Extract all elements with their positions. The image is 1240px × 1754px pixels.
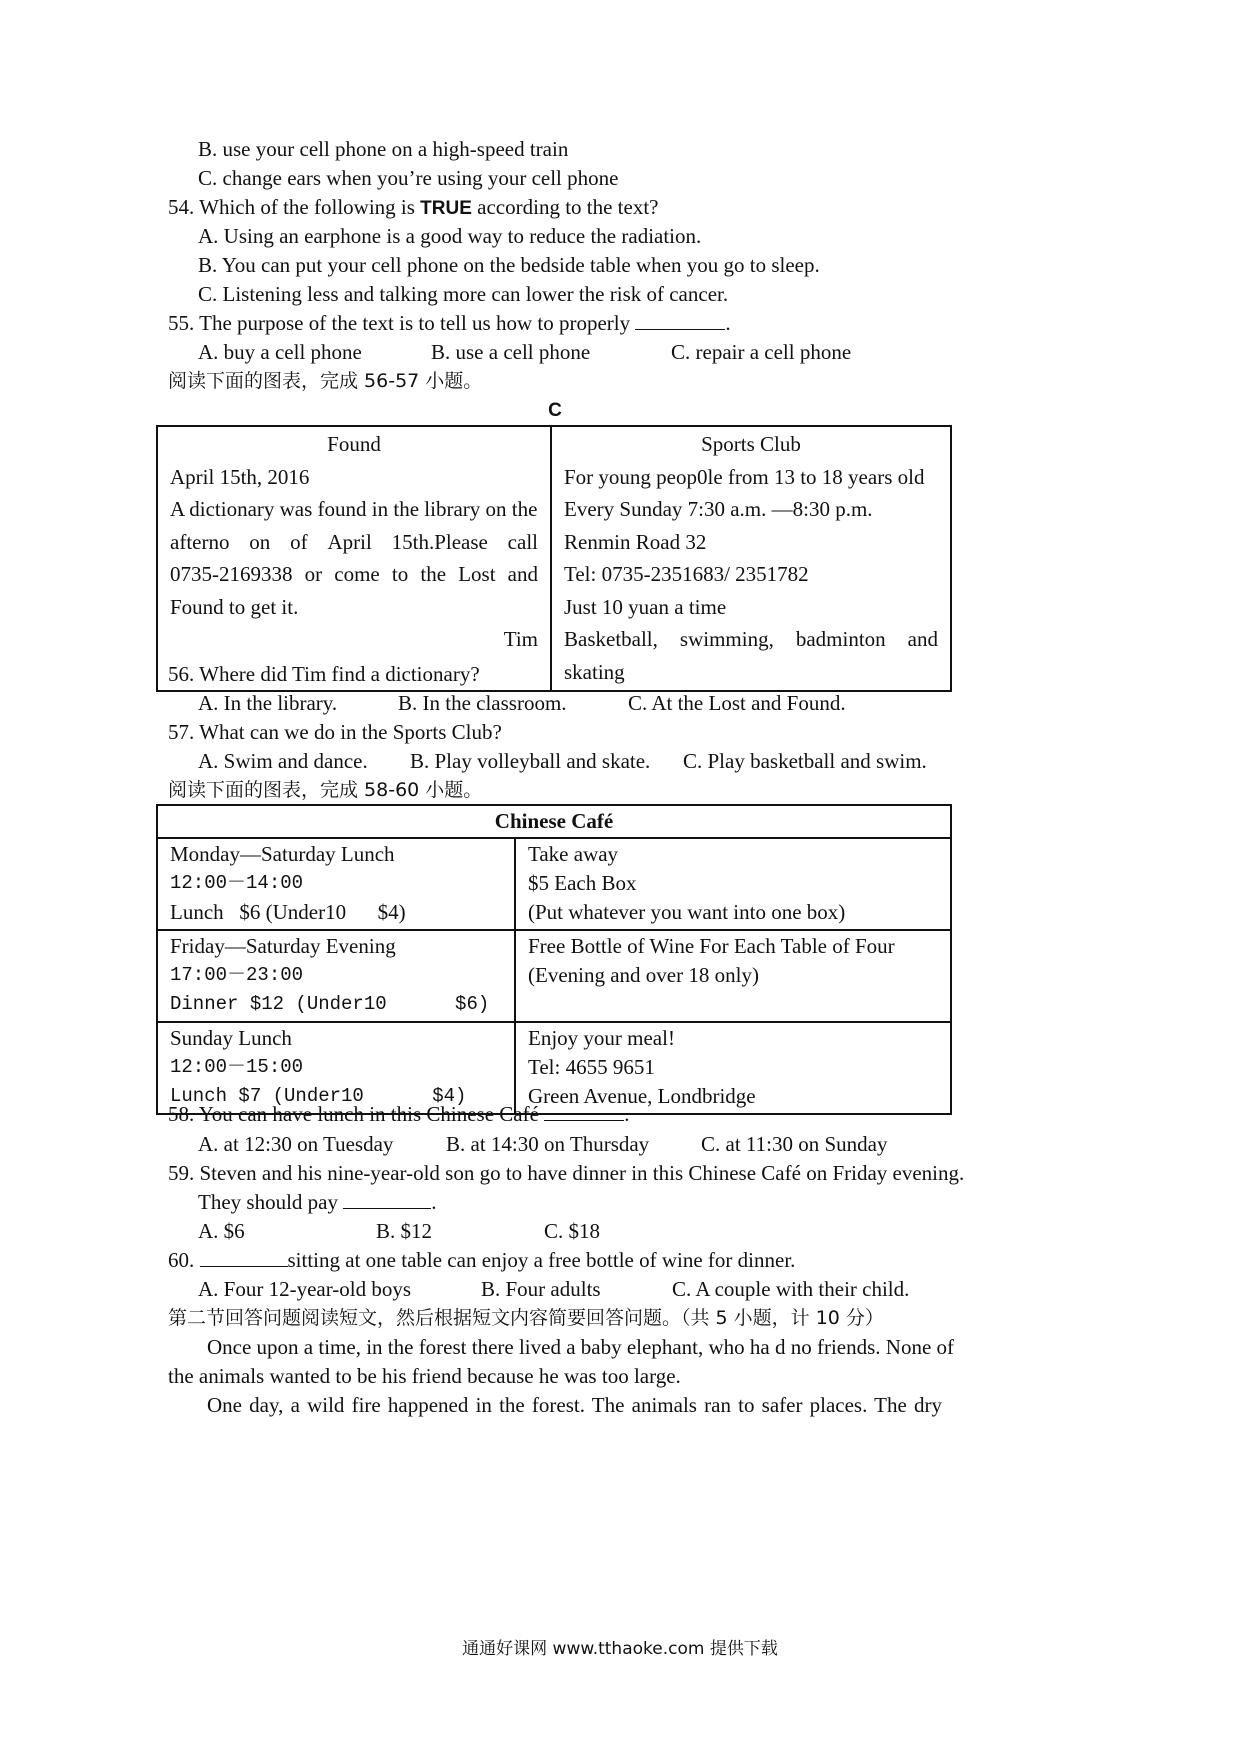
answer-blank [635,311,725,330]
cafe-line: Friday—Saturday Evening [170,934,396,958]
cafe-line: Lunch $6 (Under10 $4) [170,900,406,924]
q59-option-a: A. $6 [198,1219,245,1243]
notice-table [156,425,952,692]
q59-stem: 59. Steven and his nine-year-old son go to have dinner in this Chinese Café on Friday evening. [168,1161,965,1185]
page-footer: 通通好课网 www.tthaoke.com 提供下载 [462,1639,778,1659]
found-line: afterno on of April 15th.Please call [170,529,538,554]
q56-stem: 56. Where did Tim find a dictionary? [168,662,480,686]
sports-club-line: Every Sunday 7:30 a.m. —8:30 p.m. [564,497,873,521]
cafe-line: Tel: 4655 9651 [528,1055,655,1079]
cafe-table [156,804,952,1115]
q54-stem: 54. Which of the following is TRUE according to the text? [168,195,659,219]
found-line: A dictionary was found in the library on the [170,497,538,521]
sports-club-line: Renmin Road 32 [564,529,707,554]
cafe-line: Free Bottle of Wine For Each Table of Four [528,934,895,958]
q60-stem: 60. sitting at one table can enjoy a free bottle of wine for dinner. [168,1248,796,1272]
cafe-take-away [515,838,951,930]
found-line: Found to get it. [170,594,299,619]
q53-option-c: C. change ears when you’re using your cell phone [198,166,619,190]
sports-club-line: skating [564,659,625,684]
cafe-line: Take away [528,842,619,866]
cafe-line: 12:00－14:00 [170,872,304,894]
cafe-weekday-lunch [157,838,515,930]
q56-option-a: A. In the library. [198,691,338,715]
sports-club-line: Tel: 0735-2351683/ 2351782 [564,562,809,586]
q57-option-b: B. Play volleyball and skate. [410,749,651,773]
section-c-label: C [548,400,562,421]
sports-club-line: For young peop0le from 13 to 18 years old [564,464,925,489]
found-notice [157,426,551,691]
q54-option-a: A. Using an earphone is a good way to reduce the radiation. [198,224,702,248]
q58-option-b: B. at 14:30 on Thursday [446,1132,650,1156]
cafe-title: Chinese Café [157,805,951,838]
sports-club-line: Just 10 yuan a time [564,594,727,619]
q55-option-c: C. repair a cell phone [671,340,852,364]
cafe-free-wine [515,930,951,1022]
q56-option-b: B. In the classroom. [398,691,567,715]
instruction-56-57: 阅读下面的图表，完成 56-57 小题。 [168,370,483,392]
found-signature: Tim [503,627,538,651]
q58-option-c: C. at 11:30 on Sunday [701,1132,888,1156]
section-2-heading: 第二节回答问题阅读短文，然后根据短文内容简要回答问题。（共 5 小题，计 10 分） [168,1307,884,1329]
cafe-line: Dinner $12 (Under10 $6) [170,993,490,1015]
q55-option-b: B. use a cell phone [431,340,591,364]
q55-stem: 55. The purpose of the text is to tell us how to properly . [168,311,731,335]
passage-line: the animals wanted to be his friend because he was too large. [168,1364,681,1388]
sports-club-title: Sports Club [701,432,801,456]
cafe-line: Lunch $7 (Under10 $4) [170,1085,467,1107]
cafe-line: (Put whatever you want into one box) [528,900,846,924]
q59-stem-line2: They should pay . [198,1190,437,1214]
cafe-line: 12:00－15:00 [170,1056,304,1078]
q59-option-c: C. $18 [544,1219,601,1243]
q55-option-a: A. buy a cell phone [198,340,362,364]
passage-line: One day, a wild fire happened in the forest. The animals ran to safer places. The dry [207,1393,942,1417]
q59-option-b: B. $12 [376,1219,433,1243]
answer-blank [544,1102,624,1121]
cafe-line: Enjoy your meal! [528,1026,675,1050]
cafe-line: Sunday Lunch [170,1026,292,1050]
q57-stem: 57. What can we do in the Sports Club? [168,720,502,744]
answer-blank [343,1190,431,1209]
cafe-evening-dinner [157,930,515,1022]
q53-option-b: B. use your cell phone on a high-speed train [198,137,569,161]
passage-line: Once upon a time, in the forest there lived a baby elephant, who ha d no friends. None of [207,1335,955,1359]
cafe-line: (Evening and over 18 only) [528,963,759,987]
q54-option-b: B. You can put your cell phone on the bedside table when you go to sleep. [198,253,820,277]
cafe-line: Monday—Saturday Lunch [170,842,395,866]
q60-option-b: B. Four adults [481,1277,601,1301]
q56-option-c: C. At the Lost and Found. [628,691,846,715]
answer-blank [200,1248,288,1267]
sports-club-notice [551,426,951,691]
cafe-line: Green Avenue, Londbridge [528,1084,756,1108]
q54-option-c: C. Listening less and talking more can lower the risk of cancer. [198,282,729,306]
found-line: 0735-2169338 or come to the Lost and [170,562,538,586]
q60-option-a: A. Four 12-year-old boys [198,1277,412,1301]
q57-option-a: A. Swim and dance. [198,749,368,773]
q57-option-c: C. Play basketball and swim. [683,749,927,773]
cafe-line: $5 Each Box [528,871,637,895]
q58-stem: 58. You can have lunch in this Chinese Café . [168,1102,630,1126]
found-title: Found [327,432,381,456]
found-date: April 15th, 2016 [170,464,310,489]
q60-option-c: C. A couple with their child. [672,1277,910,1301]
cafe-line: 17:00－23:00 [170,964,304,986]
sports-club-line: Basketball, swimming, badminton and [564,627,938,651]
instruction-58-60: 阅读下面的图表，完成 58-60 小题。 [168,779,483,801]
q54-true-keyword: TRUE [420,198,472,219]
q58-option-a: A. at 12:30 on Tuesday [198,1132,394,1156]
